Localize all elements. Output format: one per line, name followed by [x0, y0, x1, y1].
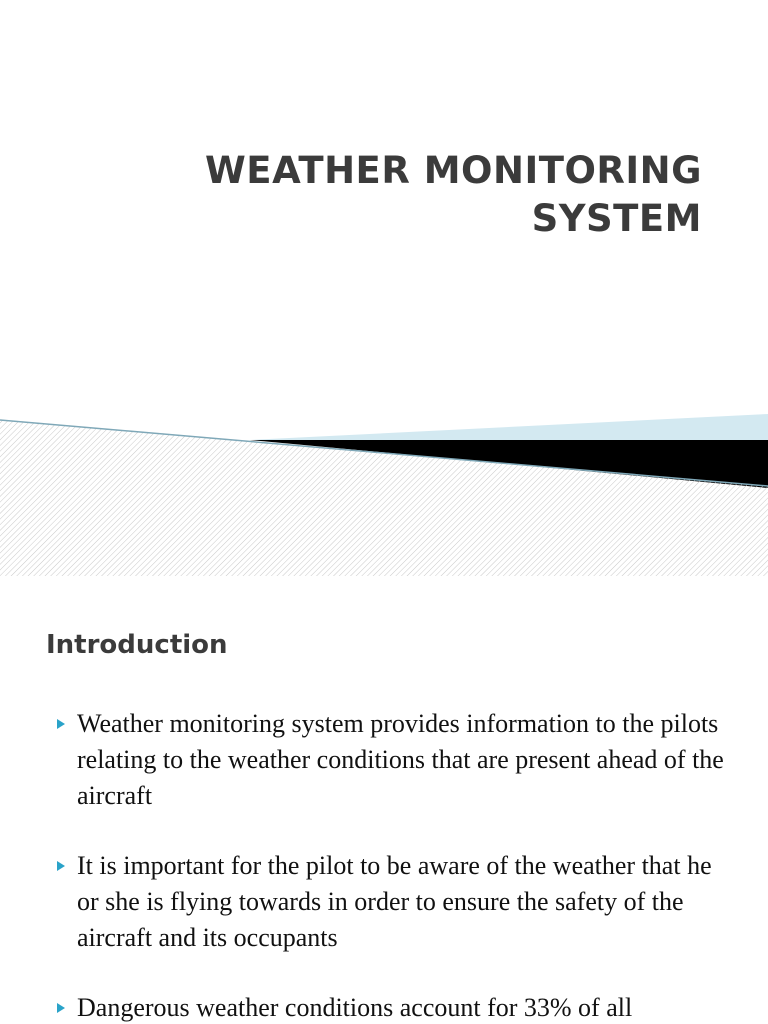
slide-title: WEATHER MONITORING SYSTEM	[205, 148, 702, 240]
list-item	[0, 706, 768, 814]
bullet-list	[0, 706, 768, 1024]
triangle-right-icon	[57, 861, 65, 871]
list-item	[0, 990, 768, 1024]
triangle-right-icon	[57, 1003, 65, 1013]
bullet-text: It is important for the pilot to be aware of the weather that he or she is flying towards in order to ensure the safety of the aircraft and its occupants	[77, 851, 712, 952]
triangle-right-icon	[57, 719, 65, 729]
light-blue-band	[250, 414, 768, 440]
bullet-text: Weather monitoring system provides information to the pilots relating to the weather conditions that are present ahead of the aircraft	[77, 709, 724, 810]
section-heading: Introduction	[46, 630, 228, 660]
bullet-text: Dangerous weather conditions account for 33% of all	[77, 993, 633, 1022]
decorative-band	[0, 400, 768, 576]
content-slide	[0, 576, 768, 1024]
list-item	[0, 848, 768, 956]
